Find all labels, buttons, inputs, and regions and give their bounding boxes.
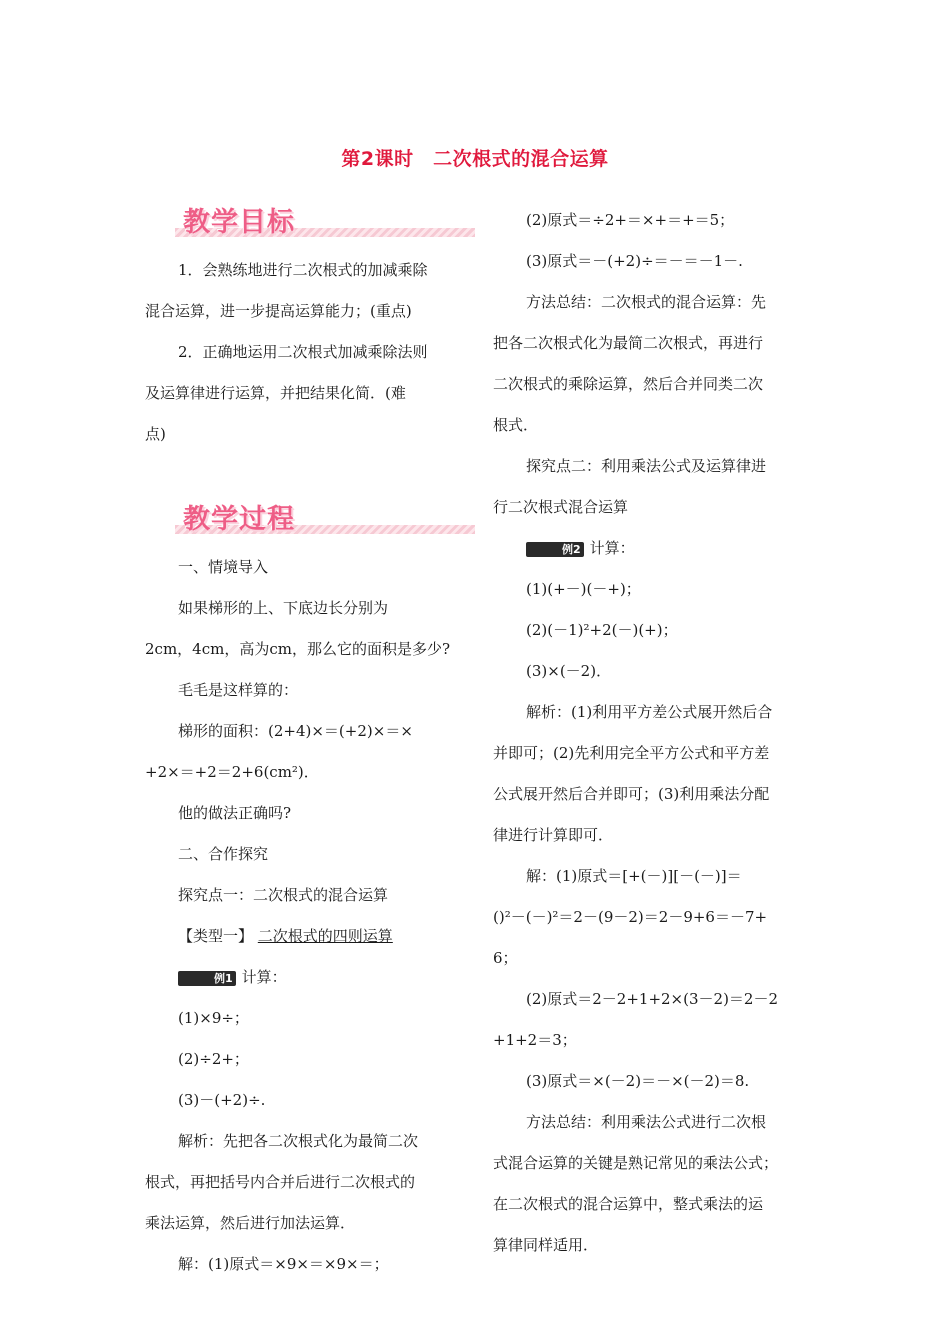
left-column	[145, 200, 475, 1285]
example-2-item-1: (1)(+－)(－+)；	[526, 580, 641, 598]
example-1-badge: 例1	[178, 971, 236, 986]
solution-1-line-2: (2)原式＝÷2+＝×+＝+＝5；	[526, 211, 735, 229]
solution-2-line-5: +1+2＝3；	[493, 1031, 577, 1049]
goal-2-line-3: 点)	[145, 425, 166, 443]
section-cooperate-heading: 二、合作探究	[178, 845, 269, 863]
example-2-badge: 例2	[526, 542, 584, 557]
method-1-line-2: 把各二次根式化为最简二次根式，再进行	[493, 334, 764, 352]
method-2-line-1: 方法总结：利用乘法公式进行二次根	[526, 1113, 767, 1131]
example-1-line	[145, 957, 475, 998]
analysis-1-line-1: 解析：先把各二次根式化为最简二次	[178, 1132, 419, 1150]
banner-label: 教学过程	[183, 504, 295, 535]
solution-2-line-3: 6；	[493, 949, 518, 967]
goal-1-line-2: 混合运算，进一步提高运算能力；(重点)	[145, 302, 412, 320]
maomao-line: 毛毛是这样算的：	[178, 681, 299, 699]
page-title: 第2课时 二次根式的混合运算	[341, 148, 609, 170]
example-1-item-2: (2)÷2+；	[178, 1050, 249, 1068]
solution-2-line-1: 解：(1)原式＝[+(－)][－(－)]＝	[526, 867, 742, 885]
solution-1-line-3: (3)原式＝－(+2)÷＝－＝－1－.	[526, 252, 743, 270]
banner-label: 教学目标	[183, 207, 295, 238]
question-line-2: 2cm，4cm，高为cm，那么它的面积是多少?	[145, 640, 451, 658]
method-2-line-4: 算律同样适用．	[493, 1236, 599, 1254]
goal-1-line-1: 1．会熟练地进行二次根式的加减乘除	[178, 261, 428, 279]
solution-2-line-6: (3)原式＝×(－2)＝－×(－2)＝8.	[526, 1072, 750, 1090]
example-2-item-2: (2)(－1)²+2(－)(+)；	[526, 621, 678, 639]
analysis-2-line-1: 解析：(1)利用平方差公式展开然后合	[526, 703, 773, 721]
type-1-label: 【类型一】	[178, 927, 254, 945]
method-2-line-2: 式混合运算的关键是熟记常见的乘法公式；	[493, 1154, 779, 1172]
example-1-item-1: (1)×9÷；	[178, 1009, 249, 1027]
method-1-line-3: 二次根式的乘除运算，然后合并同类二次	[493, 375, 764, 393]
question-line-1: 如果梯形的上、下底边长分别为	[178, 599, 389, 617]
solution-2-line-2: ()²－(－)²＝2－(9－2)＝2－9+6＝－7+	[493, 908, 768, 926]
solution-2-line-4: (2)原式＝2－2+1+2×(3－2)＝2－2	[526, 990, 779, 1008]
question-correct: 他的做法正确吗?	[178, 804, 292, 822]
topic-2-line-1: 探究点二：利用乘法公式及运算律进	[526, 457, 767, 475]
area-line-2: +2×＝+2＝2+6(cm²)．	[145, 763, 319, 781]
analysis-1-line-2: 根式，再把括号内合并后进行二次根式的	[145, 1173, 416, 1191]
analysis-1-line-3: 乘法运算，然后进行加法运算．	[145, 1214, 356, 1232]
goal-2-line-1: 2．正确地运用二次根式加减乘除法则	[178, 343, 428, 361]
solution-1-line-1: 解：(1)原式＝×9×＝×9×＝；	[178, 1255, 389, 1273]
example-2-item-3: (3)×(－2)．	[526, 662, 612, 680]
method-1-line-1: 方法总结：二次根式的混合运算：先	[526, 293, 767, 311]
section-intro-heading: 一、情境导入	[178, 558, 269, 576]
banner-teaching-process	[145, 497, 475, 541]
method-1-line-4: 根式．	[493, 416, 539, 434]
banner-teaching-goals	[145, 200, 475, 244]
right-column	[493, 200, 811, 1266]
example-2-line	[493, 528, 811, 569]
analysis-2-line-3: 公式展开然后合并即可；(3)利用乘法分配	[493, 785, 770, 803]
type-1-title: 二次根式的四则运算	[257, 927, 393, 945]
method-2-line-3: 在二次根式的混合运算中，整式乘法的运	[493, 1195, 764, 1213]
area-line-1: 梯形的面积：(2+4)×＝(+2)×＝×	[178, 722, 413, 740]
analysis-2-line-2: 并即可；(2)先利用完全平方公式和平方差	[493, 744, 770, 762]
analysis-2-line-4: 律进行计算即可．	[493, 826, 614, 844]
example-1-item-3: (3)－(+2)÷.	[178, 1091, 266, 1109]
example-2-text: 计算：	[589, 539, 635, 557]
goal-2-line-2: 及运算律进行运算，并把结果化简．(难	[145, 384, 406, 402]
topic-2-line-2: 行二次根式混合运算	[493, 498, 629, 516]
example-1-text: 计算：	[241, 968, 287, 986]
topic-1-heading: 探究点一：二次根式的混合运算	[178, 886, 389, 904]
type-1-line	[145, 916, 475, 957]
